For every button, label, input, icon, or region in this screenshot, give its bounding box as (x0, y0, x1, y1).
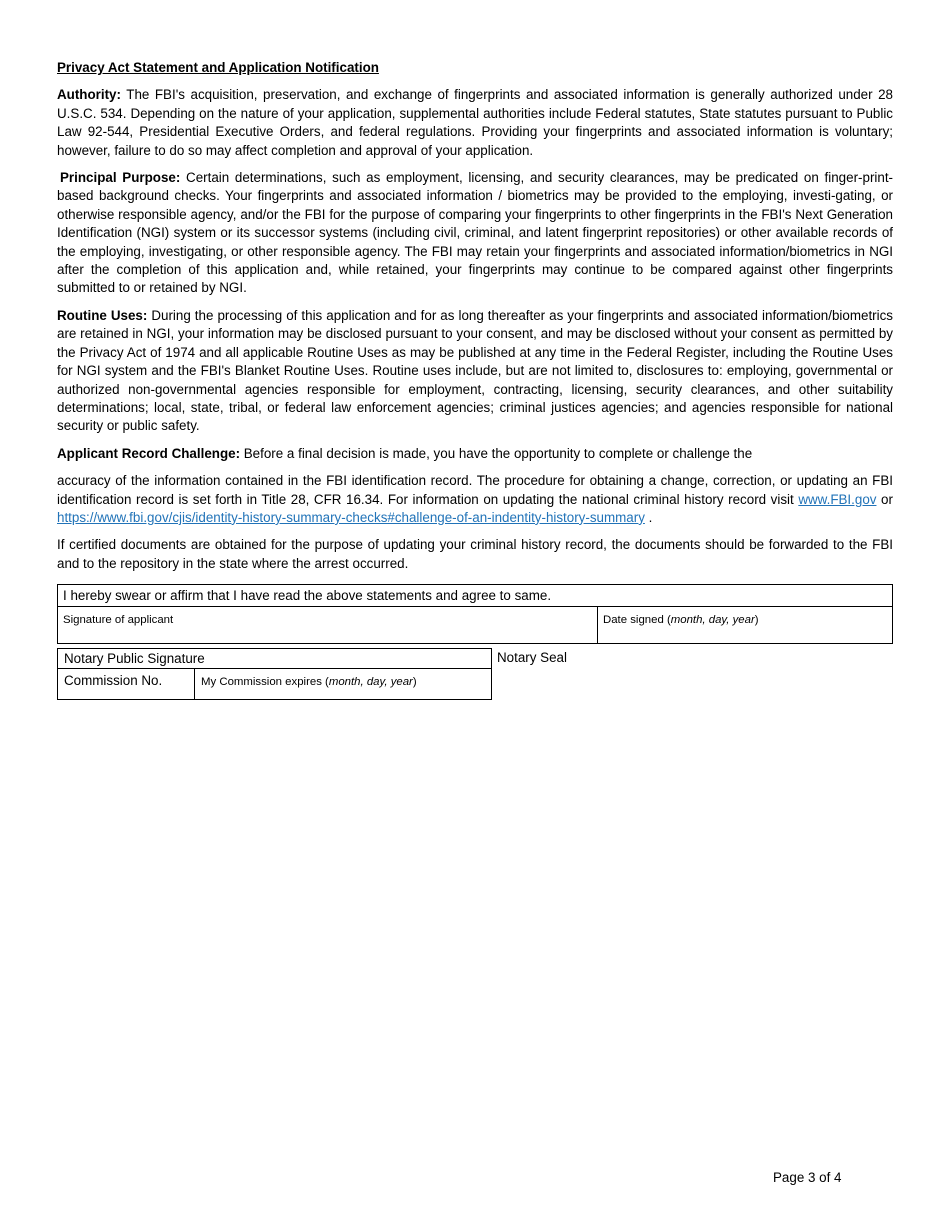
page-title: Privacy Act Statement and Application Notification (57, 60, 379, 75)
date-signed-label-suffix: ) (754, 614, 759, 627)
signature-of-applicant-field (58, 607, 598, 643)
commission-expires-field (195, 669, 491, 699)
routine-uses-label: Routine Uses: (57, 307, 148, 323)
commission-no-field: Commission No. (58, 669, 195, 699)
principal-purpose-text: Certain determinations, such as employment, licensing, and security clearances, may be predicated on finger-print-based background checks. Your fingerprints and associated information / biometrics may be provided to the employing, investi-gating, or otherwise responsible agency, and/or the FBI for the purpose of comparing your fingerprints to other fingerprints in the FBI's Next Generation Identification (NGI) system or its successor systems (including civil, criminal, and latent fingerprint repositories) or other available records of the employing, investigating, or other responsible agency. The FBI may retain your fingerprints and associated information/biometrics in NGI after the completion of this application and, while retained, your fingerprints may continue to be compared against other fingerprints submitted to or retained by NGI. (57, 170, 894, 296)
signature-of-applicant-label: Signature of applicant (63, 614, 174, 627)
record-challenge-body-text: accuracy of the information contained in the FBI identification record. The procedure for obtaining a change, correction, or updating an FBI identification record is set forth in Title 28, CFR 16.34. For information on updating the national criminal history record visit (57, 473, 893, 507)
record-challenge-body-paragraph (57, 472, 893, 527)
authority-label: Authority: (57, 87, 121, 103)
fbi-gov-link[interactable]: www.FBI.gov (798, 491, 877, 507)
affirmation-table-row (58, 607, 892, 643)
commission-expires-label (201, 676, 417, 688)
notary-table (57, 648, 492, 700)
date-signed-label (603, 614, 759, 626)
applicant-record-challenge-text: Before a final decision is made, you have the opportunity to complete or challenge the (240, 445, 753, 461)
commission-expires-label-prefix: My Commission expires ( (201, 676, 329, 689)
document-content (57, 59, 893, 700)
notary-public-signature-field: Notary Public Signature (58, 649, 491, 669)
notary-seal-label: Notary Seal (497, 650, 567, 666)
or-text: or (881, 491, 893, 507)
authority-paragraph (57, 86, 893, 160)
period-text: . (644, 509, 653, 525)
notary-section (57, 648, 893, 700)
principal-purpose-label: Principal Purpose: (60, 170, 181, 186)
certified-documents-paragraph: If certified documents are obtained for the purpose of updating your criminal history record, the documents should be forwarded to the FBI and to the repository in the state where the arrest occurred. (57, 537, 893, 571)
routine-uses-text: During the processing of this application and for as long thereafter as your fingerprints and associated information/biometrics are retained in NGI, your information may be disclosed pursuant to your consent, and may be disclosed without your consent as permitted by the Privacy Act of 1974 and all applicable Routine Uses as may be published at any time in the Federal Register, including the Routine Uses for NGI system and the FBI's Blanket Routine Uses. Routine uses include, but are not limited to, disclosures to: employing, governmental or authorized non-governmental agencies responsible for employment, contracting, licensing, security clearances, and other suitability determinations; local, state, tribal, or federal law enforcement agencies; criminal justices agencies; and agencies responsible for national security or public safety. (57, 307, 893, 434)
authority-text: The FBI's acquisition, preservation, and exchange of fingerprints and associated information is generally authorized under 28 U.S.C. 534. Depending on the nature of your application, supplemental authorities include Federal statutes, State statutes pursuant to Public Law 92-544, Presidential Executive Orders, and federal regulations. Providing your fingerprints and associated information is voluntary; however, failure to do so may affect completion and approval of your application. (57, 87, 893, 158)
date-signed-label-italic: month, day, year (670, 614, 755, 627)
applicant-record-challenge-label: Applicant Record Challenge: (57, 445, 241, 461)
routine-uses-paragraph (57, 307, 893, 436)
affirmation-statement: I hereby swear or affirm that I have read the above statements and agree to same. (58, 585, 892, 607)
applicant-record-challenge-paragraph (57, 445, 893, 463)
commission-expires-label-suffix: ) (412, 676, 417, 689)
page-number: Page 3 of 4 (773, 1170, 842, 1185)
identity-history-summary-link[interactable]: https://www.fbi.gov/cjis/identity-history-summary-checks#challenge-of-an-indentity-history-summary (57, 509, 645, 525)
affirmation-table (57, 584, 893, 644)
date-signed-field (598, 607, 892, 643)
notary-table-row (58, 669, 491, 699)
date-signed-label-prefix: Date signed ( (603, 614, 671, 627)
commission-expires-label-italic: month, day, year (328, 676, 413, 689)
principal-purpose-paragraph (57, 169, 893, 298)
